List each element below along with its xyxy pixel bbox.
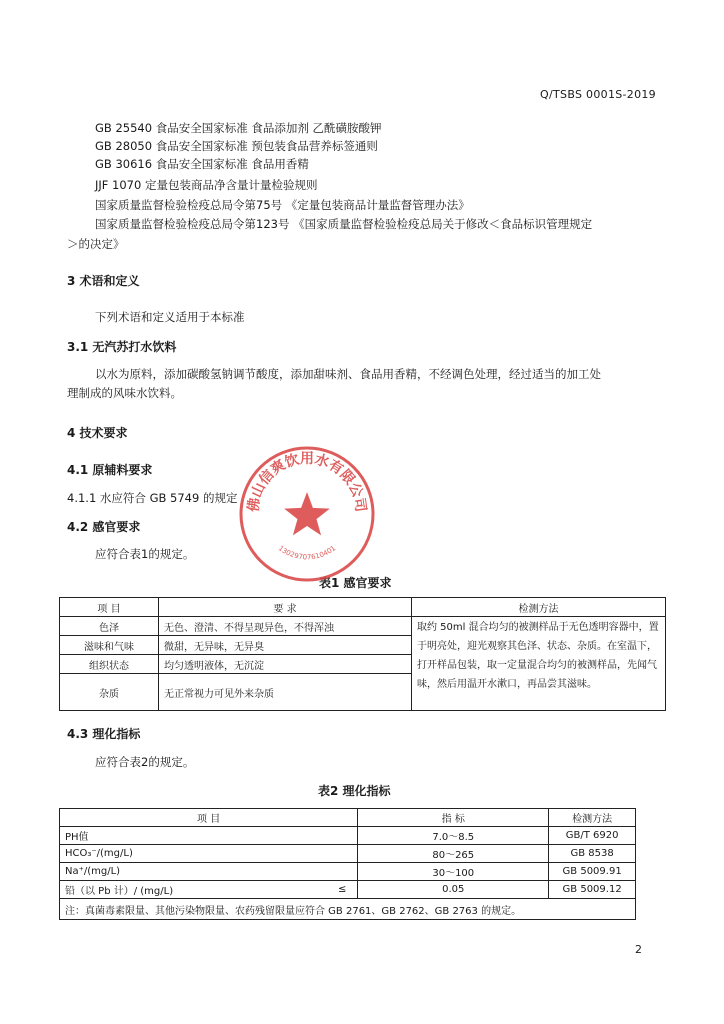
item-cell: HCO₃⁻/(mg/L) bbox=[60, 845, 328, 863]
item-cell: 铅（以 Pb 计）/ (mg/L) bbox=[60, 881, 328, 899]
item-cell: PH值 bbox=[60, 827, 328, 845]
method-cell: GB/T 6920 bbox=[549, 827, 636, 845]
table-note: 注：真菌毒素限量、其他污染物限量、农药残留限量应符合 GB 2761、GB 2762、GB 2763 的规定。 bbox=[60, 899, 636, 920]
seal-text: 佛山信爽饮用水有限公司 bbox=[245, 451, 369, 513]
definition-text: 以水为原料，添加碳酸氢钠调节酸度，添加甜味剂、食品用香精，不经调色处理，经过适当的加工处 bbox=[95, 367, 601, 381]
section-4-1-1-text: 4.1.1 水应符合 GB 5749 的规定 bbox=[67, 491, 238, 505]
column-header: 指 标 bbox=[358, 809, 549, 827]
company-seal bbox=[237, 444, 377, 584]
table2-caption: 表2 理化指标 bbox=[318, 784, 391, 798]
section-3-heading: 3 术语和定义 bbox=[67, 274, 140, 288]
section-3-intro: 下列术语和定义适用于本标准 bbox=[95, 310, 245, 324]
method-cell: GB 5009.91 bbox=[549, 863, 636, 881]
section-3-1-heading: 3.1 无汽苏打水饮料 bbox=[67, 340, 177, 354]
star-icon bbox=[284, 492, 330, 535]
column-header: 项 目 bbox=[60, 809, 358, 827]
standard-code: Q/TSBS 0001S-2019 bbox=[540, 88, 656, 101]
reference-line: 国家质量监督检验检疫总局令第123号 《国家质量监督检验检疫总局关于修改＜食品标识管理规定 bbox=[95, 217, 593, 231]
requirement-cell: 无正常视力可见外来杂质 bbox=[159, 674, 412, 711]
section-4-1-heading: 4.1 原辅料要求 bbox=[67, 463, 153, 477]
item-cell: 组织状态 bbox=[60, 655, 159, 674]
section-4-heading: 4 技术要求 bbox=[67, 426, 128, 440]
reference-line: 国家质量监督检验检疫总局令第75号 《定量包装商品计量监督管理办法》 bbox=[95, 198, 470, 212]
value-cell: 7.0～8.5 bbox=[358, 827, 549, 845]
reference-line: ＞的决定》 bbox=[67, 237, 125, 251]
method-cell: GB 5009.12 bbox=[549, 881, 636, 899]
value-cell: 30～100 bbox=[358, 863, 549, 881]
seal-number: 13029707610401 bbox=[276, 544, 338, 562]
value-cell: 80～265 bbox=[358, 845, 549, 863]
table-row bbox=[60, 617, 666, 636]
physicochemical-indicators-table bbox=[59, 808, 636, 920]
section-4-2-heading: 4.2 感官要求 bbox=[67, 520, 141, 534]
column-header: 检测方法 bbox=[549, 809, 636, 827]
comparator-cell bbox=[327, 827, 358, 845]
comparator-cell: ≤ bbox=[327, 881, 358, 899]
comparator-cell bbox=[327, 845, 358, 863]
table-note-row bbox=[60, 899, 636, 920]
table-row bbox=[60, 845, 636, 863]
requirement-cell: 微甜，无异味，无异臭 bbox=[159, 636, 412, 655]
table-row bbox=[60, 827, 636, 845]
column-header: 检测方法 bbox=[412, 598, 666, 617]
reference-line: GB 28050 食品安全国家标准 预包装食品营养标签通则 bbox=[95, 139, 378, 153]
item-cell: 色泽 bbox=[60, 617, 159, 636]
item-cell: Na⁺/(mg/L) bbox=[60, 863, 328, 881]
test-method-cell: 取约 50ml 混合均匀的被测样品于无色透明容器中，置于明亮处，迎光观察其色泽、状态、杂质。在室温下，打开样品包装，取一定量混合均匀的被测样品，先闻气味，然后用温开水漱口，再品尝其滋味。 bbox=[412, 617, 666, 711]
item-cell: 滋味和气味 bbox=[60, 636, 159, 655]
column-header: 项 目 bbox=[60, 598, 159, 617]
table1-caption: 表1 感官要求 bbox=[319, 576, 392, 590]
reference-line: JJF 1070 定量包装商品净含量计量检验规则 bbox=[95, 178, 318, 192]
page-number: 2 bbox=[635, 943, 642, 956]
value-cell: 0.05 bbox=[358, 881, 549, 899]
table-row bbox=[60, 863, 636, 881]
reference-line: GB 30616 食品安全国家标准 食品用香精 bbox=[95, 157, 309, 171]
method-cell: GB 8538 bbox=[549, 845, 636, 863]
column-header: 要 求 bbox=[159, 598, 412, 617]
requirement-cell: 无色、澄清、不得呈现异色，不得浑浊 bbox=[159, 617, 412, 636]
table-row bbox=[60, 881, 636, 899]
section-4-3-text: 应符合表2的规定。 bbox=[95, 755, 195, 769]
item-cell: 杂质 bbox=[60, 674, 159, 711]
table-header-row bbox=[60, 598, 666, 617]
reference-line: GB 25540 食品安全国家标准 食品添加剂 乙酰磺胺酸钾 bbox=[95, 121, 382, 135]
comparator-cell bbox=[327, 863, 358, 881]
sensory-requirements-table bbox=[59, 597, 666, 711]
table-header-row bbox=[60, 809, 636, 827]
definition-text: 理制成的风味水饮料。 bbox=[67, 386, 182, 400]
section-4-2-text: 应符合表1的规定。 bbox=[95, 547, 195, 561]
requirement-cell: 均匀透明液体，无沉淀 bbox=[159, 655, 412, 674]
section-4-3-heading: 4.3 理化指标 bbox=[67, 727, 141, 741]
